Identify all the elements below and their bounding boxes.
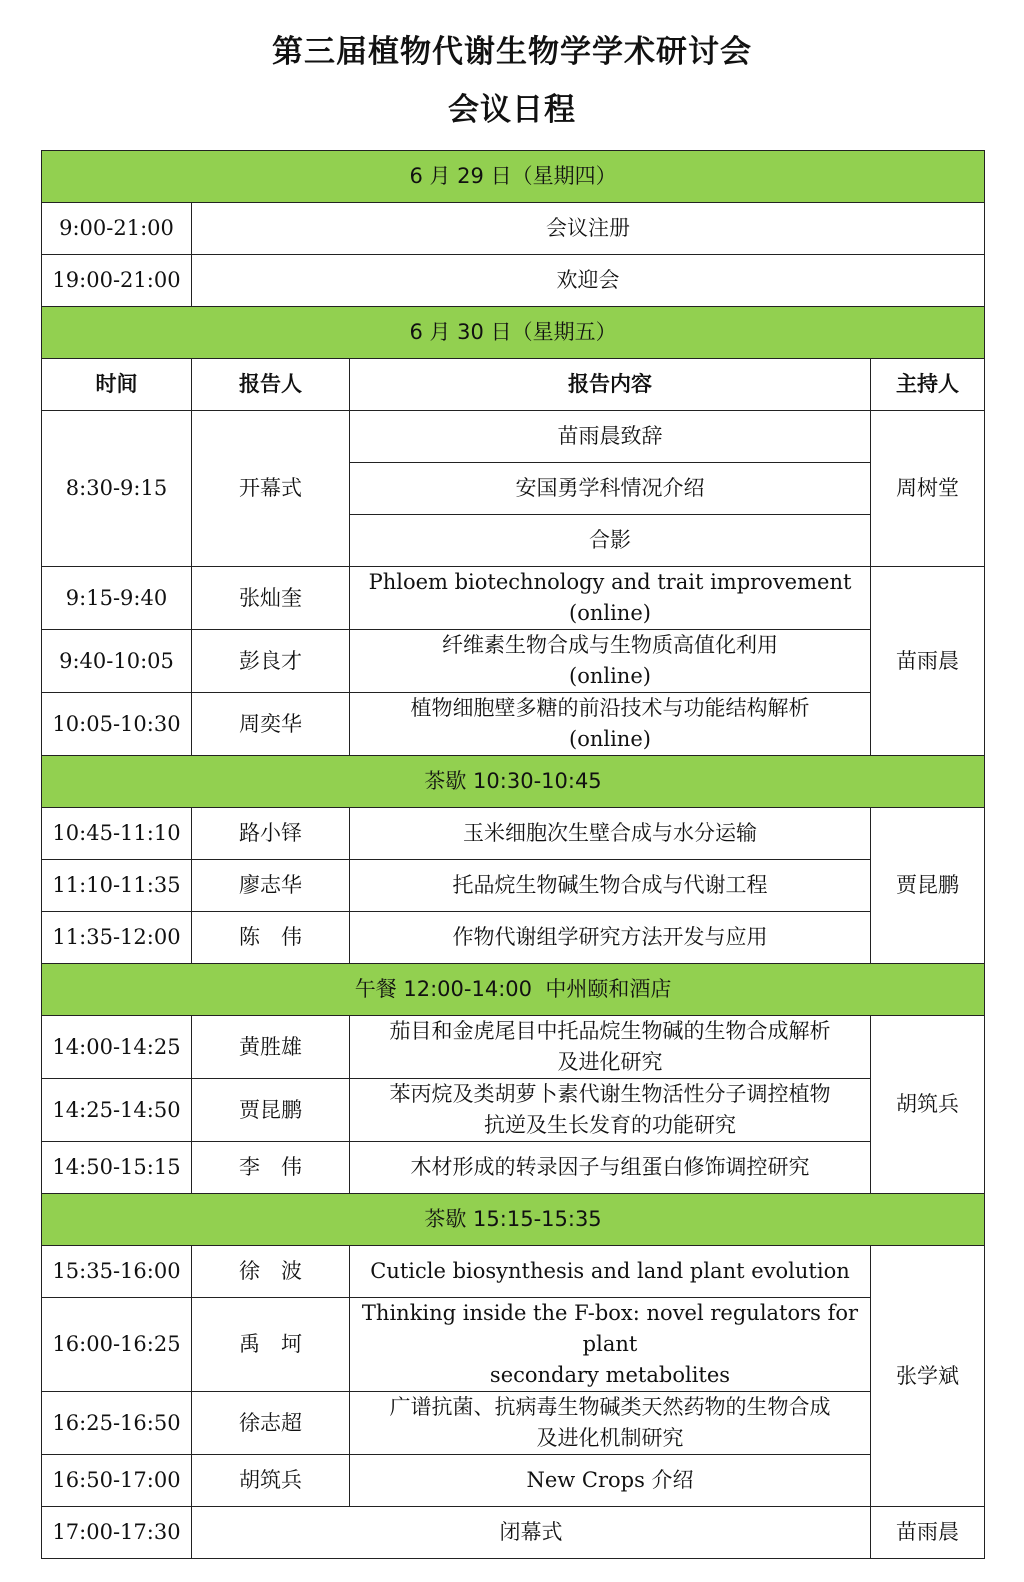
- speaker-cell: 贾昆鹏: [192, 1079, 350, 1142]
- topic-cell: [350, 1392, 871, 1455]
- table-row: [42, 1016, 985, 1079]
- day2-header: 6 月 30 日（星期五）: [42, 307, 985, 359]
- table-row: [42, 255, 985, 307]
- topic-cell: [350, 1079, 871, 1142]
- time-cell: 9:15-9:40: [42, 567, 192, 630]
- speaker-cell: 徐志超: [192, 1392, 350, 1455]
- time-cell: 11:10-11:35: [42, 860, 192, 912]
- topic-cell: [350, 693, 871, 756]
- topic-cell: [350, 567, 871, 630]
- topic-cell: [350, 1016, 871, 1079]
- topic-cell: 安国勇学科情况介绍: [350, 463, 871, 515]
- lunch-break: 午餐 12:00-14:00 中州颐和酒店: [42, 964, 985, 1016]
- topic-line: 茄目和金虎尾目中托品烷生物碱的生物合成解析: [389, 1019, 831, 1043]
- col-header-topic: 报告内容: [350, 359, 871, 411]
- topic-cell: Cuticle biosynthesis and land plant evolution: [350, 1246, 871, 1298]
- table-row: [42, 1142, 985, 1194]
- time-cell: 16:00-16:25: [42, 1298, 192, 1392]
- speaker-cell: 李 伟: [192, 1142, 350, 1194]
- table-row: [42, 630, 985, 693]
- time-cell: 9:00-21:00: [42, 203, 192, 255]
- table-row: [42, 808, 985, 860]
- table-row: [42, 860, 985, 912]
- table-row: [42, 1455, 985, 1507]
- speaker-cell: 张灿奎: [192, 567, 350, 630]
- topic-cell: 托品烷生物碱生物合成与代谢工程: [350, 860, 871, 912]
- topic-cell: [350, 1298, 871, 1392]
- page-title: 第三届植物代谢生物学学术研讨会: [272, 34, 752, 70]
- topic-line-2: 及进化机制研究: [536, 1426, 684, 1450]
- topic-line: 广谱抗菌、抗病毒生物碱类天然药物的生物合成: [389, 1395, 831, 1419]
- tea-break: 茶歇 10:30-10:45: [42, 756, 985, 808]
- table-row: [42, 1507, 985, 1559]
- time-cell: 19:00-21:00: [42, 255, 192, 307]
- col-header-time: 时间: [42, 359, 192, 411]
- time-cell: 17:00-17:30: [42, 1507, 192, 1559]
- speaker-cell: 胡筑兵: [192, 1455, 350, 1507]
- table-row: [42, 693, 985, 756]
- time-cell: 16:50-17:00: [42, 1455, 192, 1507]
- speaker-cell: 开幕式: [192, 411, 350, 567]
- topic-line: Phloem biotechnology and trait improvement: [368, 570, 852, 594]
- table-row: [42, 1246, 985, 1298]
- topic-line: Thinking inside the F-box: novel regulators for plant: [361, 1301, 859, 1356]
- table-row: [42, 1079, 985, 1142]
- speaker-cell: 周奕华: [192, 693, 350, 756]
- online-note: (online): [569, 727, 651, 751]
- host-cell: 张学斌: [871, 1246, 985, 1507]
- speaker-cell: 彭良才: [192, 630, 350, 693]
- time-cell: 14:50-15:15: [42, 1142, 192, 1194]
- col-header-speaker: 报告人: [192, 359, 350, 411]
- topic-line: 植物细胞壁多糖的前沿技术与功能结构解析: [410, 696, 810, 720]
- topic-cell: 合影: [350, 515, 871, 567]
- online-note: (online): [569, 664, 651, 688]
- break-row: [42, 964, 985, 1016]
- day-header-row: [42, 151, 985, 203]
- topic-line: 苯丙烷及类胡萝卜素代谢生物活性分子调控植物: [389, 1082, 831, 1106]
- speaker-cell: 黄胜雄: [192, 1016, 350, 1079]
- topic-cell: 玉米细胞次生壁合成与水分运输: [350, 808, 871, 860]
- topic-cell: 苗雨晨致辞: [350, 411, 871, 463]
- day1-header: 6 月 29 日（星期四）: [42, 151, 985, 203]
- time-cell: 14:25-14:50: [42, 1079, 192, 1142]
- host-cell: 苗雨晨: [871, 567, 985, 756]
- table-row: [42, 1298, 985, 1392]
- content-cell: 会议注册: [192, 203, 985, 255]
- content-cell: 欢迎会: [192, 255, 985, 307]
- topic-line-2: secondary metabolites: [489, 1363, 731, 1387]
- host-cell: 苗雨晨: [871, 1507, 985, 1559]
- host-cell: 贾昆鹏: [871, 808, 985, 964]
- time-cell: 9:40-10:05: [42, 630, 192, 693]
- topic-cell: New Crops 介绍: [350, 1455, 871, 1507]
- break-row: [42, 1194, 985, 1246]
- speaker-cell: 路小铎: [192, 808, 350, 860]
- time-cell: 8:30-9:15: [42, 411, 192, 567]
- online-note: (online): [569, 601, 651, 625]
- host-cell: 周树堂: [871, 411, 985, 567]
- topic-cell: [350, 630, 871, 693]
- time-cell: 16:25-16:50: [42, 1392, 192, 1455]
- topic-cell: 作物代谢组学研究方法开发与应用: [350, 912, 871, 964]
- topic-cell: 木材形成的转录因子与组蛋白修饰调控研究: [350, 1142, 871, 1194]
- speaker-cell: 禹 坷: [192, 1298, 350, 1392]
- break-row: [42, 756, 985, 808]
- topic-line: 纤维素生物合成与生物质高值化利用: [442, 633, 778, 657]
- host-cell: 胡筑兵: [871, 1016, 985, 1194]
- speaker-cell: 徐 波: [192, 1246, 350, 1298]
- time-cell: 15:35-16:00: [42, 1246, 192, 1298]
- speaker-cell: 廖志华: [192, 860, 350, 912]
- day-header-row: [42, 307, 985, 359]
- schedule-table: [41, 150, 985, 1559]
- page-subtitle: 会议日程: [448, 92, 576, 128]
- time-cell: 10:05-10:30: [42, 693, 192, 756]
- closing-cell: 闭幕式: [192, 1507, 871, 1559]
- col-header-host: 主持人: [871, 359, 985, 411]
- table-row: [42, 1392, 985, 1455]
- time-cell: 11:35-12:00: [42, 912, 192, 964]
- topic-line-2: 抗逆及生长发育的功能研究: [484, 1113, 736, 1137]
- table-row: [42, 912, 985, 964]
- column-header-row: [42, 359, 985, 411]
- speaker-cell: 陈 伟: [192, 912, 350, 964]
- table-row: [42, 411, 985, 463]
- table-row: [42, 567, 985, 630]
- tea-break: 茶歇 15:15-15:35: [42, 1194, 985, 1246]
- time-cell: 10:45-11:10: [42, 808, 192, 860]
- table-row: [42, 203, 985, 255]
- time-cell: 14:00-14:25: [42, 1016, 192, 1079]
- topic-line-2: 及进化研究: [557, 1050, 663, 1074]
